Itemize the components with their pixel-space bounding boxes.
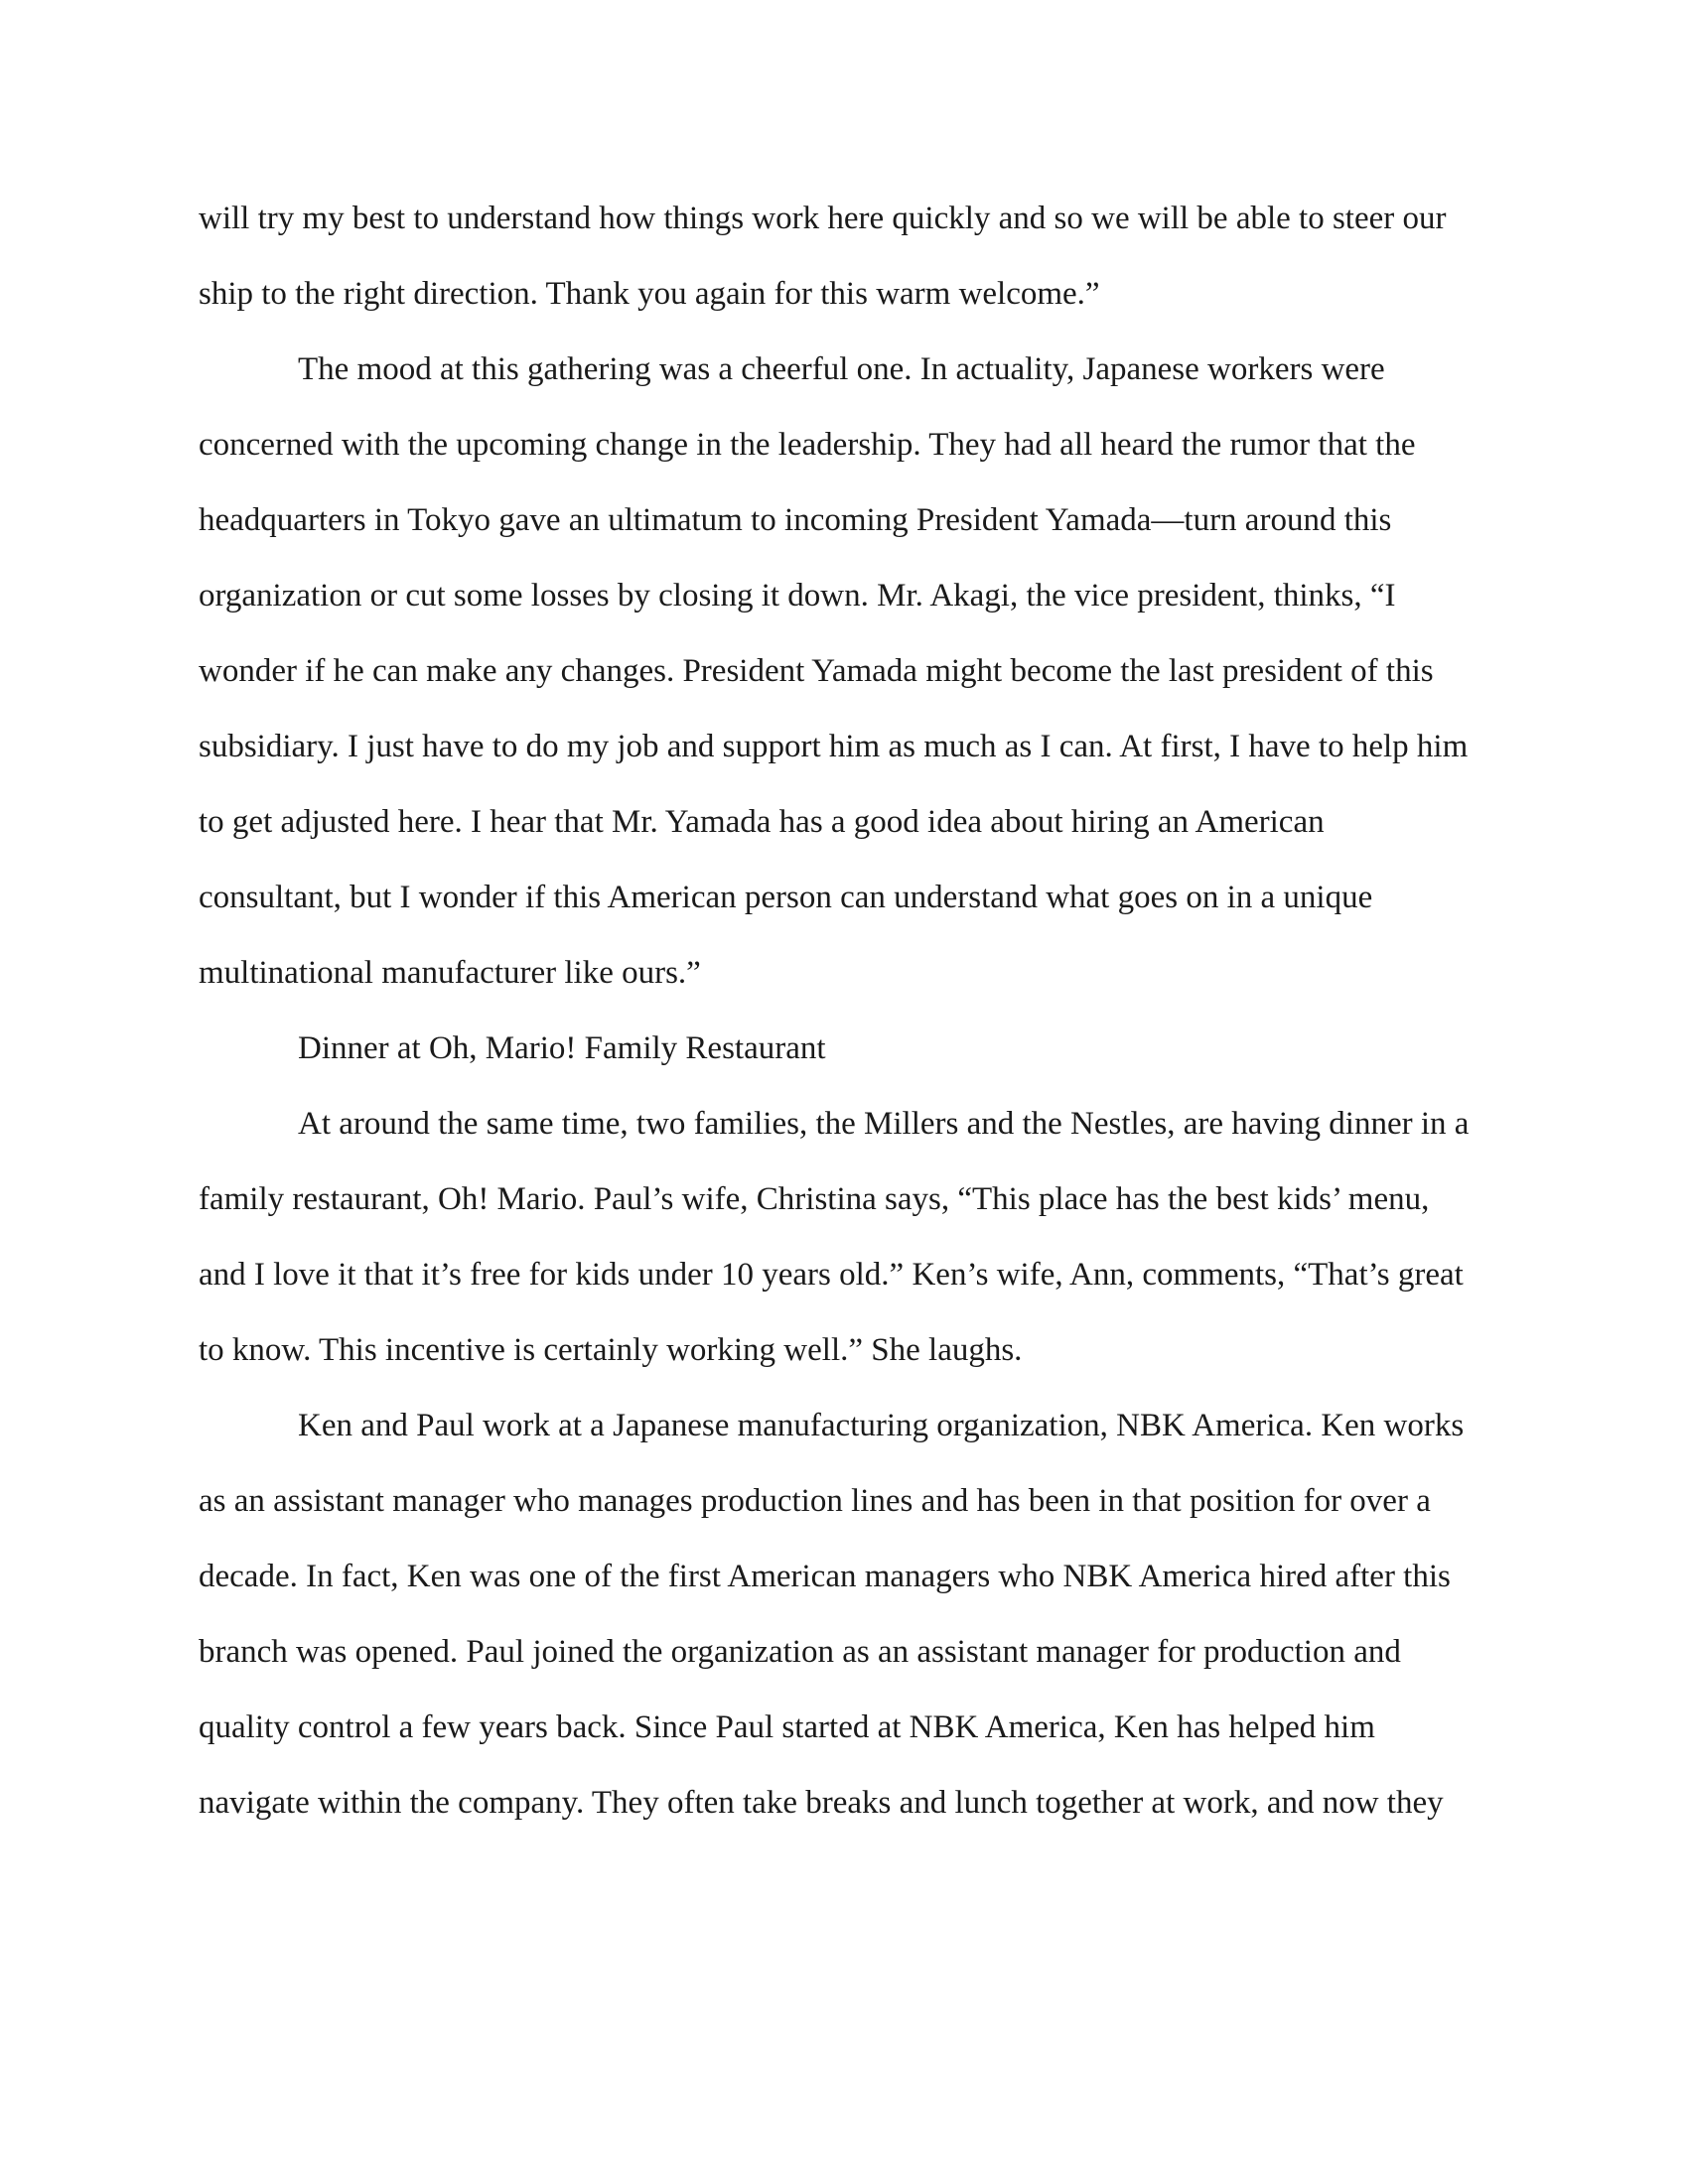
body-text-line: decade. In fact, Ken was one of the first American managers who NBK America hired after this [199,1559,1451,1594]
body-text-line: subsidiary. I just have to do my job and support him as much as I can. At first, I have to help him [199,729,1469,764]
body-text-line: multinational manufacturer like ours.” [199,955,701,991]
body-text-line: family restaurant, Oh! Mario. Paul’s wife, Christina says, “This place has the best kids’ menu, [199,1181,1430,1217]
body-text-line: branch was opened. Paul joined the organization as an assistant manager for production and [199,1634,1401,1670]
section-heading: Dinner at Oh, Mario! Family Restaurant [298,1030,826,1066]
body-text-line: to know. This incentive is certainly working well.” She laughs. [199,1332,1023,1368]
body-text-line: quality control a few years back. Since Paul started at NBK America, Ken has helped him [199,1709,1375,1745]
body-text-line: navigate within the company. They often take breaks and lunch together at work, and now they [199,1785,1444,1821]
body-text-line: and I love it that it’s free for kids under 10 years old.” Ken’s wife, Ann, comments, “That’s great [199,1257,1464,1293]
body-text-line: concerned with the upcoming change in the leadership. They had all heard the rumor that the [199,427,1416,463]
paragraph-first-line: The mood at this gathering was a cheerful one. In actuality, Japanese workers were [298,351,1385,387]
body-text-line: organization or cut some losses by closing it down. Mr. Akagi, the vice president, thinks, “I [199,578,1396,614]
body-text-line: to get adjusted here. I hear that Mr. Yamada has a good idea about hiring an American [199,804,1325,840]
body-text-line: ship to the right direction. Thank you again for this warm welcome.” [199,276,1100,312]
paragraph-first-line: At around the same time, two families, the Millers and the Nestles, are having dinner in a [298,1106,1470,1142]
body-text-line: wonder if he can make any changes. President Yamada might become the last president of this [199,653,1434,689]
body-text-line: will try my best to understand how things work here quickly and so we will be able to steer our [199,201,1447,236]
paragraph-first-line: Ken and Paul work at a Japanese manufacturing organization, NBK America. Ken works [298,1408,1465,1443]
body-text-line: consultant, but I wonder if this American person can understand what goes on in a unique [199,880,1373,915]
body-text-line: as an assistant manager who manages production lines and has been in that position for over a [199,1483,1431,1519]
body-text-line: headquarters in Tokyo gave an ultimatum to incoming President Yamada—turn around this [199,502,1392,538]
